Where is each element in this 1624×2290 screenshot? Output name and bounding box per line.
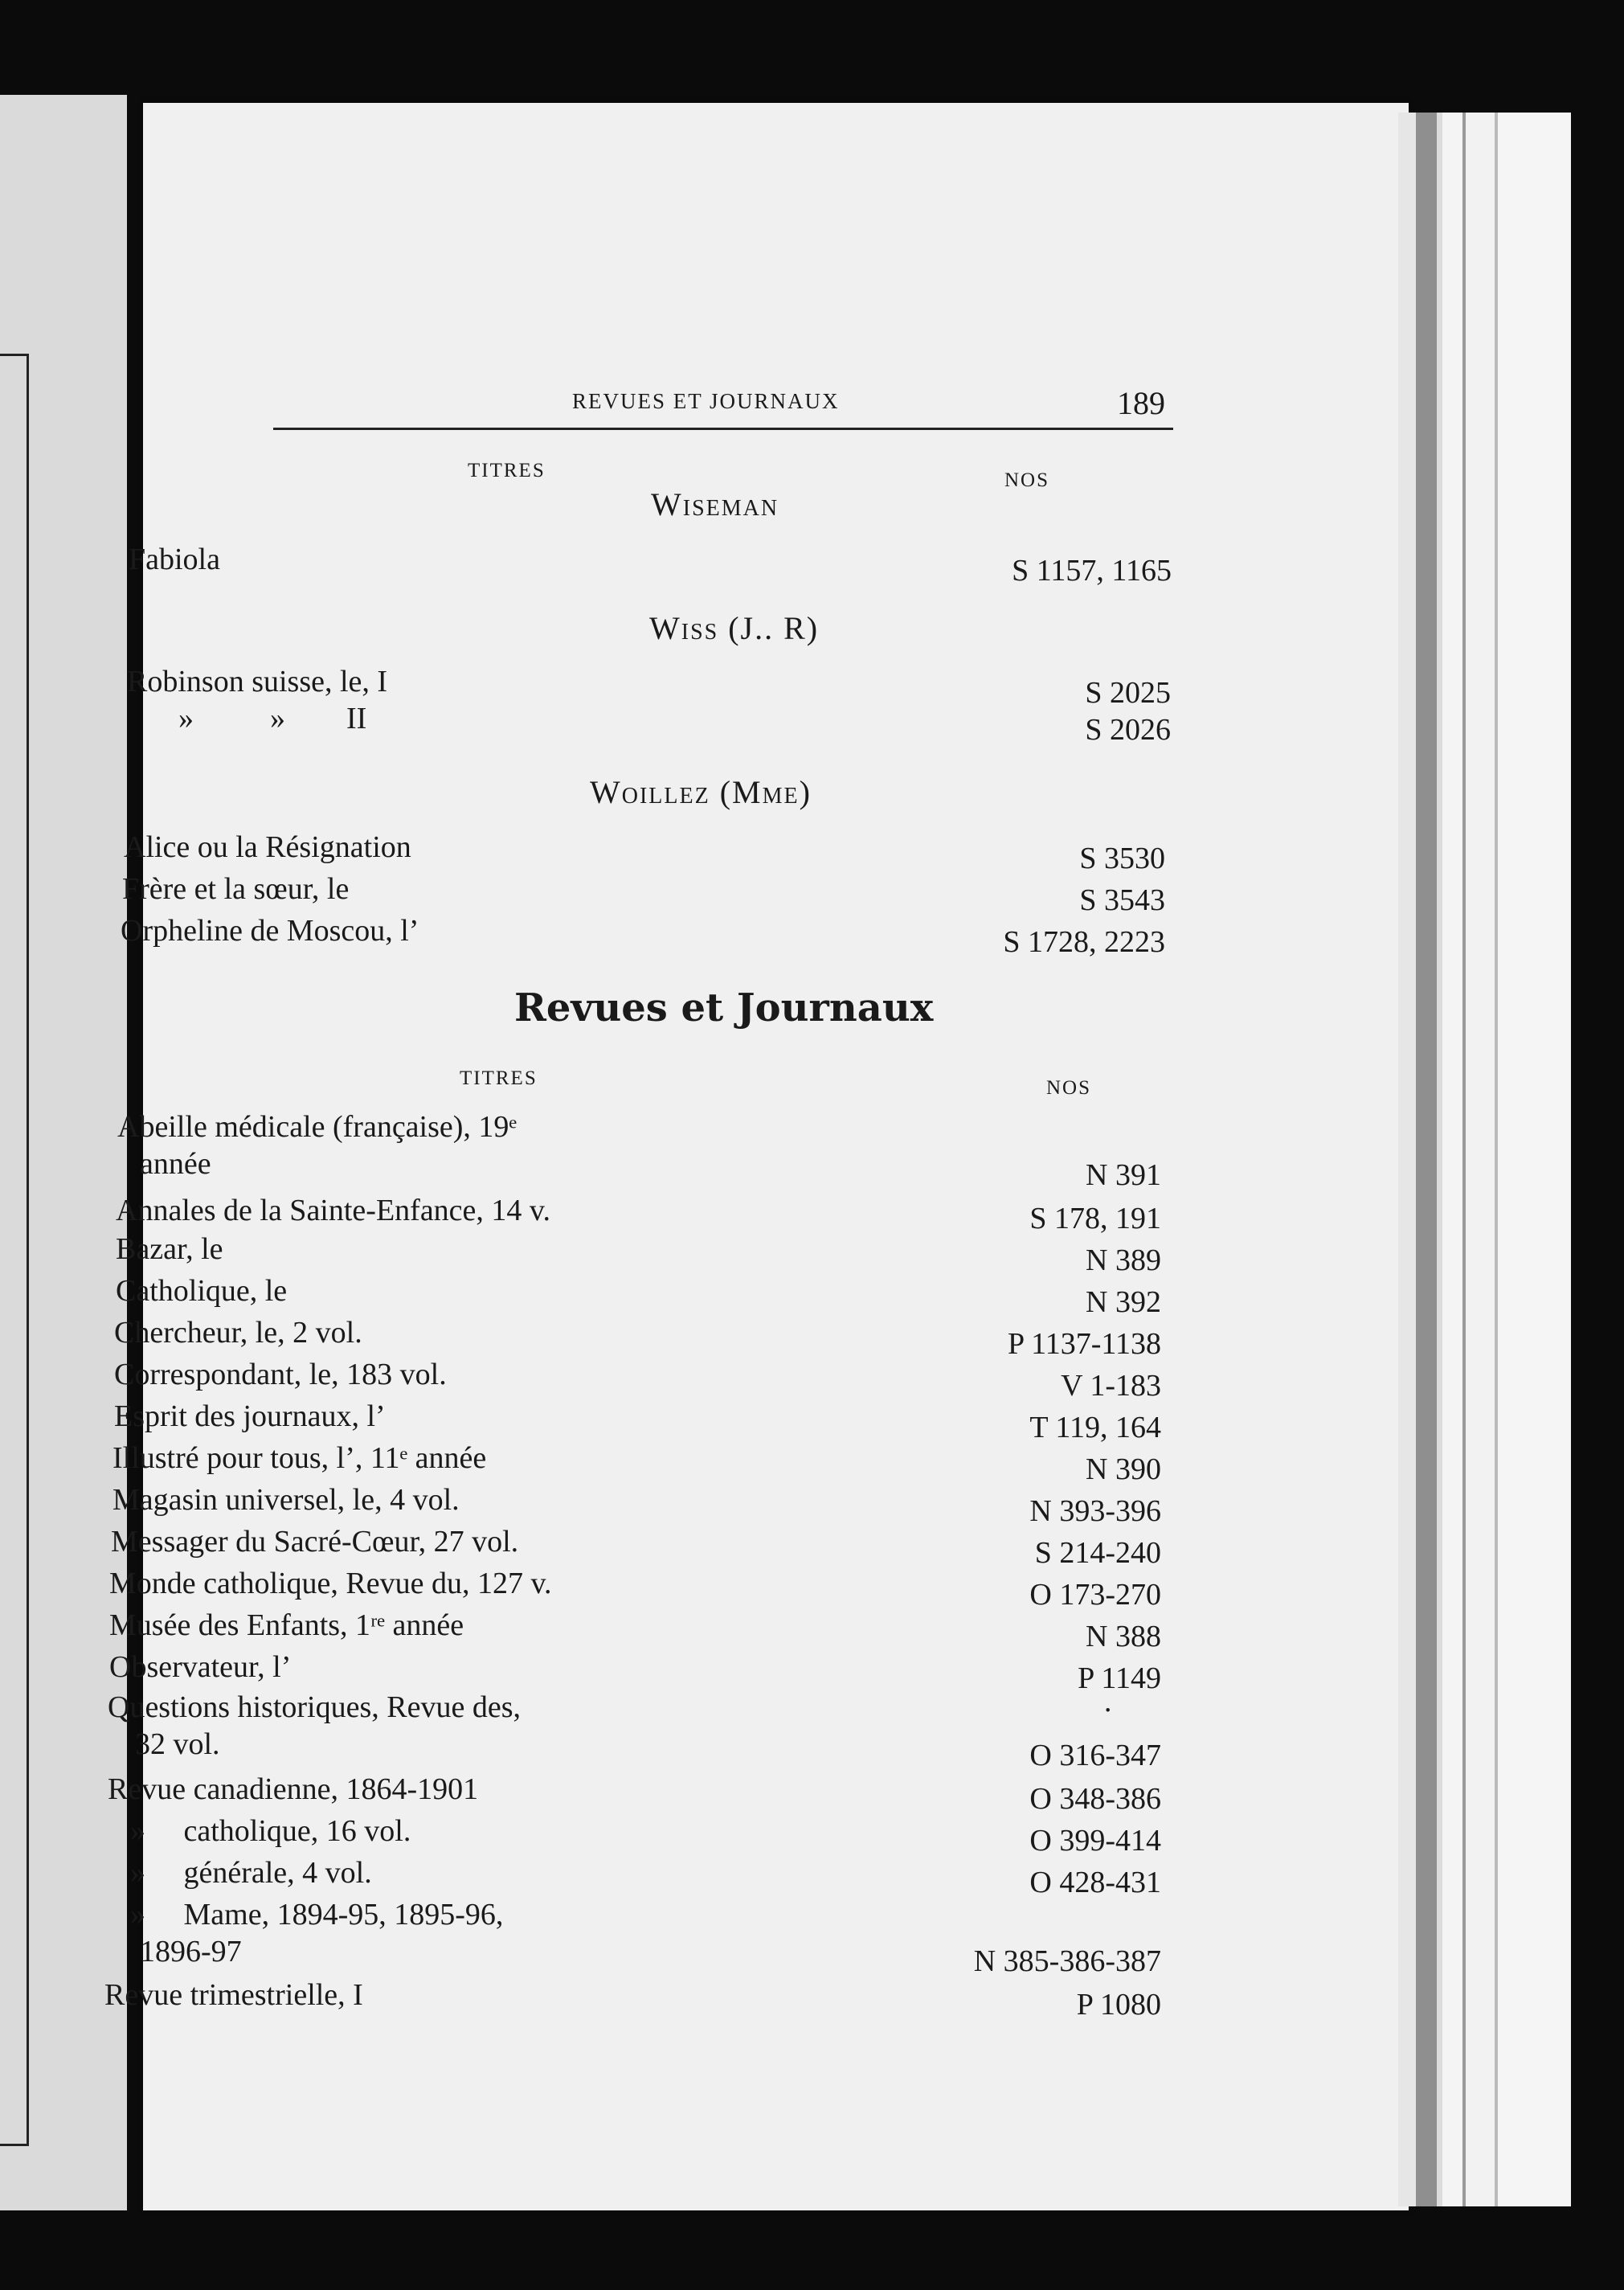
list-item	[0, 1399, 1266, 1444]
entry-number: N 392	[1086, 1285, 1161, 1319]
list-item	[0, 913, 1266, 959]
list-item	[0, 1146, 1266, 1192]
entry-title: Esprit des journaux, l’	[114, 1399, 386, 1433]
entry-number: S 2026	[1085, 713, 1171, 747]
entry-number: S 178, 191	[1029, 1202, 1161, 1235]
entry-number: O 173-270	[1029, 1578, 1161, 1612]
page-number: 189	[1117, 385, 1165, 421]
list-item	[0, 1482, 1266, 1528]
author-heading: Wiss (J.. R)	[649, 610, 820, 646]
header-rule	[273, 428, 1173, 430]
list-item	[0, 664, 1266, 710]
entry-number: N 388	[1086, 1620, 1161, 1653]
author-heading: Wiseman	[651, 486, 779, 522]
list-item	[0, 1193, 1266, 1233]
author-heading: Woillez (Mme)	[590, 774, 812, 810]
list-item	[0, 830, 1266, 875]
list-item	[0, 1690, 1266, 1730]
list-item	[0, 1649, 1266, 1695]
running-head: REVUES ET JOURNAUX	[572, 389, 840, 413]
entry-title: Magasin universel, le, 4 vol.	[112, 1483, 460, 1517]
list-item	[0, 542, 1266, 588]
entry-title: Correspondant, le, 183 vol.	[114, 1358, 447, 1391]
entry-title: » catholique, 16 vol.	[130, 1814, 411, 1848]
list-item	[0, 1273, 1266, 1319]
entry-title: Fabiola	[129, 543, 220, 576]
entry-number: S 1157, 1165	[1012, 554, 1172, 588]
entry-title: Frère et la sœur, le	[122, 872, 350, 906]
entry-number: S 214-240	[1034, 1536, 1161, 1570]
entry-title: Abeille médicale (française), 19ᵉ	[117, 1110, 517, 1144]
list-item	[0, 1813, 1266, 1858]
entry-number: O 399-414	[1029, 1824, 1161, 1858]
list-item	[0, 1727, 1266, 1772]
list-item	[0, 701, 1266, 747]
entry-number: P 1137-1138	[1007, 1327, 1161, 1361]
entry-number: O 316-347	[1029, 1739, 1161, 1772]
column-header-numbers: NOS	[1004, 469, 1050, 491]
entry-title: Chercheur, le, 2 vol.	[114, 1316, 362, 1350]
entry-number: V 1-183	[1061, 1369, 1161, 1403]
entry-title: Bazar, le	[116, 1232, 223, 1266]
entry-number: P 1080	[1076, 1988, 1161, 2022]
entry-title: Robinson suisse, le, I	[127, 665, 388, 698]
entry-title: » générale, 4 vol.	[130, 1856, 372, 1890]
entry-title: Messager du Sacré-Cœur, 27 vol.	[111, 1525, 519, 1559]
list-item	[0, 1897, 1266, 1937]
list-item	[0, 1440, 1266, 1486]
entry-title: 32 vol.	[135, 1727, 220, 1761]
entry-title: Monde catholique, Revue du, 127 v.	[109, 1567, 552, 1600]
entry-title: » » II	[178, 702, 367, 735]
list-item	[0, 1231, 1266, 1277]
entry-title: Questions historiques, Revue des,	[108, 1690, 522, 1724]
entry-title: Revue trimestrielle, I	[104, 1978, 363, 2012]
entry-title: 1896-97	[140, 1935, 242, 1968]
entry-number: N 393-396	[1029, 1494, 1161, 1528]
entry-title: » Mame, 1894-95, 1895-96,	[130, 1898, 504, 1932]
column-header-titles: TITRES	[460, 1067, 538, 1089]
list-item	[0, 1524, 1266, 1570]
list-item	[0, 1315, 1266, 1361]
entry-title: Musée des Enfants, 1ʳᵉ année	[109, 1608, 464, 1642]
entry-title: Revue canadienne, 1864-1901	[108, 1772, 479, 1806]
entry-title: Illustré pour tous, l’, 11ᵉ année	[112, 1441, 487, 1475]
entry-number: ·	[1102, 1694, 1113, 1727]
entry-number: S 1728, 2223	[1003, 925, 1165, 959]
section-title: Revues et Journaux	[514, 985, 934, 1030]
list-item	[0, 1109, 1266, 1149]
entry-number: S 3530	[1079, 842, 1165, 875]
list-item	[0, 1855, 1266, 1899]
entry-number: N 390	[1086, 1452, 1161, 1486]
page-stack-edges	[1398, 113, 1571, 2206]
entry-number: S 3543	[1079, 883, 1165, 917]
entry-title: Observateur, l’	[109, 1650, 292, 1684]
list-item	[0, 1566, 1266, 1612]
entry-number: O 428-431	[1029, 1866, 1161, 1899]
entry-number: N 385-386-387	[973, 1944, 1161, 1978]
column-header-numbers: NOS	[1046, 1077, 1092, 1099]
list-item	[0, 1608, 1266, 1653]
list-item	[0, 1772, 1266, 1816]
list-item	[0, 1357, 1266, 1403]
entry-title: Annales de la Sainte-Enfance, 14 v.	[116, 1194, 550, 1227]
list-item	[0, 871, 1266, 917]
entry-number: O 348-386	[1029, 1782, 1161, 1816]
entry-number: T 119, 164	[1029, 1411, 1161, 1444]
list-item	[0, 1977, 1266, 2022]
entry-number: S 2025	[1085, 676, 1171, 710]
entry-number: P 1149	[1078, 1661, 1161, 1695]
entry-title: année	[140, 1147, 211, 1181]
entry-title: Orpheline de Moscou, l’	[121, 914, 419, 948]
entry-title: Catholique, le	[116, 1274, 288, 1308]
entry-title: Alice ou la Résignation	[124, 830, 411, 864]
list-item	[0, 1934, 1266, 1978]
column-header-titles: TITRES	[468, 460, 546, 481]
entry-number: N 389	[1086, 1243, 1161, 1277]
entry-number: N 391	[1086, 1158, 1161, 1192]
